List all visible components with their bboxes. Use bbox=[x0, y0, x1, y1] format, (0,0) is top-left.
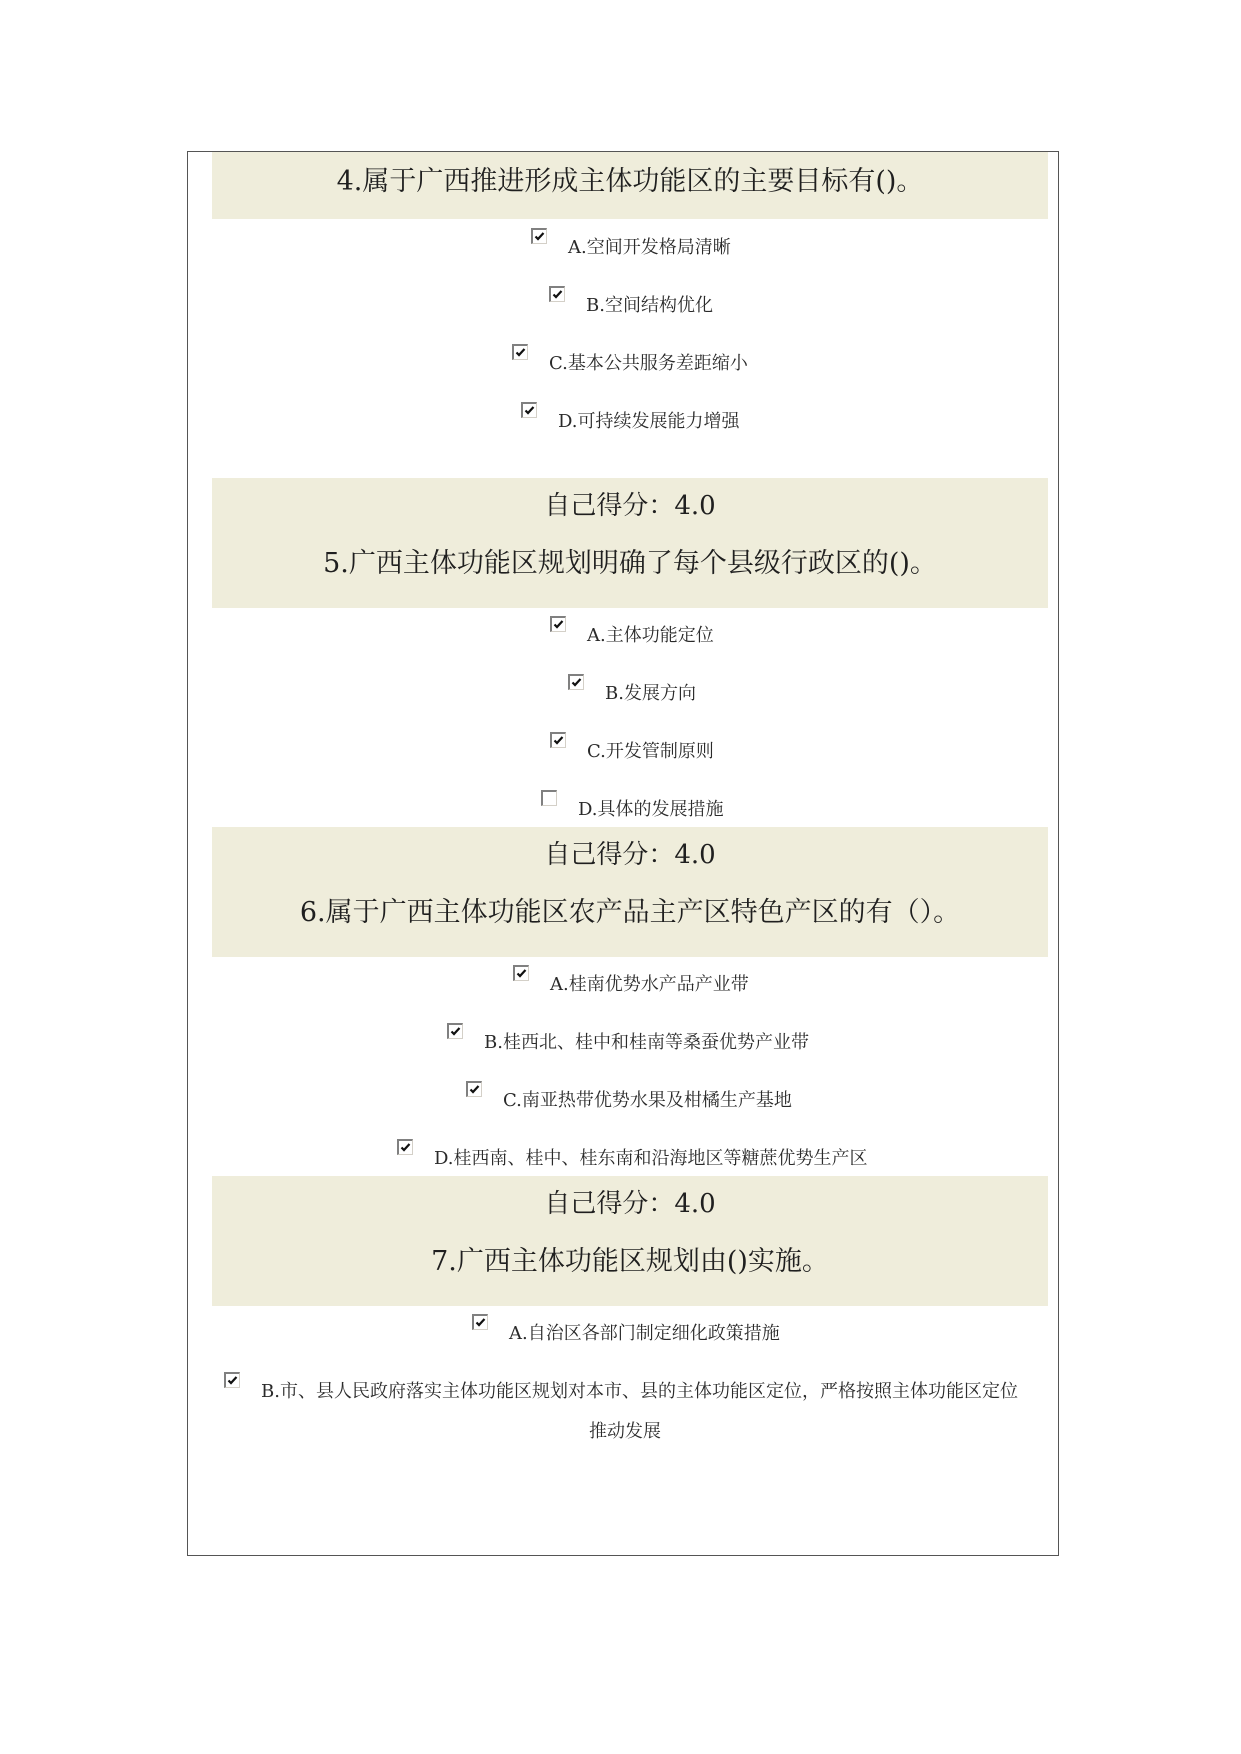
checkbox[interactable] bbox=[568, 674, 584, 690]
option-row[interactable] bbox=[188, 282, 1058, 322]
option-label: D.桂西南、桂中、桂东南和沿海地区等糖蔗优势生产区 bbox=[434, 1148, 868, 1169]
option-row[interactable] bbox=[188, 1368, 1058, 1448]
score-text: 自己得分：4.0 bbox=[544, 840, 716, 870]
question-title: 6.属于广西主体功能区农产品主产区特色产区的有（）。 bbox=[299, 897, 961, 928]
option-label: B.桂西北、桂中和桂南等桑蚕优势产业带 bbox=[484, 1032, 809, 1053]
checkbox[interactable] bbox=[521, 402, 537, 418]
checkbox[interactable] bbox=[472, 1314, 488, 1330]
check-icon bbox=[399, 1141, 412, 1154]
checkbox[interactable] bbox=[224, 1372, 240, 1388]
question-title: 4.属于广西推进形成主体功能区的主要目标有()。 bbox=[336, 166, 924, 197]
option-label: C.基本公共服务差距缩小 bbox=[549, 353, 748, 374]
option-label: C.开发管制原则 bbox=[587, 741, 714, 762]
quiz-frame bbox=[187, 151, 1059, 1556]
option-row[interactable] bbox=[188, 1019, 1058, 1059]
checkbox[interactable] bbox=[531, 228, 547, 244]
checkbox[interactable] bbox=[447, 1023, 463, 1039]
check-icon bbox=[523, 404, 536, 417]
option-label: B.市、县人民政府落实主体功能区规划对本市、县的主体功能区定位，严格按照主体功能区定位 bbox=[261, 1381, 1018, 1402]
option-row[interactable] bbox=[188, 961, 1058, 1001]
option-row[interactable] bbox=[188, 224, 1058, 264]
option-row[interactable] bbox=[188, 1077, 1058, 1117]
option-label: B.发展方向 bbox=[605, 683, 696, 704]
check-icon bbox=[514, 346, 527, 359]
check-icon bbox=[552, 618, 565, 631]
option-label: A.主体功能定位 bbox=[587, 625, 714, 646]
score-text: 自己得分：4.0 bbox=[544, 491, 716, 521]
option-row[interactable] bbox=[188, 398, 1058, 438]
checkbox[interactable] bbox=[397, 1139, 413, 1155]
check-icon bbox=[533, 230, 546, 243]
score-text: 自己得分：4.0 bbox=[544, 1189, 716, 1219]
option-row[interactable] bbox=[188, 1310, 1058, 1350]
check-icon bbox=[468, 1083, 481, 1096]
question-band bbox=[212, 152, 1048, 219]
check-icon bbox=[552, 734, 565, 747]
check-icon bbox=[226, 1374, 239, 1387]
option-label: C.南亚热带优势水果及柑橘生产基地 bbox=[503, 1090, 792, 1111]
check-icon bbox=[570, 676, 583, 689]
question-title: 7.广西主体功能区规划由()实施。 bbox=[431, 1246, 829, 1277]
question-title: 5.广西主体功能区规划明确了每个县级行政区的()。 bbox=[323, 548, 937, 579]
check-icon bbox=[515, 967, 528, 980]
option-label-continued: 推动发展 bbox=[589, 1421, 661, 1442]
option-label: B.空间结构优化 bbox=[586, 295, 713, 316]
check-icon bbox=[551, 288, 564, 301]
option-label: D.可持续发展能力增强 bbox=[558, 411, 740, 432]
question-band bbox=[212, 827, 1048, 957]
check-icon bbox=[474, 1316, 487, 1329]
option-row[interactable] bbox=[188, 340, 1058, 380]
option-label: A.自治区各部门制定细化政策措施 bbox=[509, 1323, 780, 1344]
option-label: A.空间开发格局清晰 bbox=[568, 237, 731, 258]
checkbox[interactable] bbox=[550, 616, 566, 632]
option-row[interactable] bbox=[188, 786, 1058, 826]
option-label: D.具体的发展措施 bbox=[578, 799, 724, 820]
checkbox[interactable] bbox=[549, 286, 565, 302]
checkbox[interactable] bbox=[512, 344, 528, 360]
question-band bbox=[212, 478, 1048, 608]
question-band bbox=[212, 1176, 1048, 1306]
check-icon bbox=[449, 1025, 462, 1038]
option-row[interactable] bbox=[188, 728, 1058, 768]
option-row[interactable] bbox=[188, 612, 1058, 652]
option-row[interactable] bbox=[188, 1135, 1058, 1175]
option-row[interactable] bbox=[188, 670, 1058, 710]
checkbox[interactable] bbox=[513, 965, 529, 981]
checkbox[interactable] bbox=[466, 1081, 482, 1097]
checkbox[interactable] bbox=[550, 732, 566, 748]
option-label: A.桂南优势水产品产业带 bbox=[550, 974, 749, 995]
checkbox[interactable] bbox=[541, 790, 557, 806]
